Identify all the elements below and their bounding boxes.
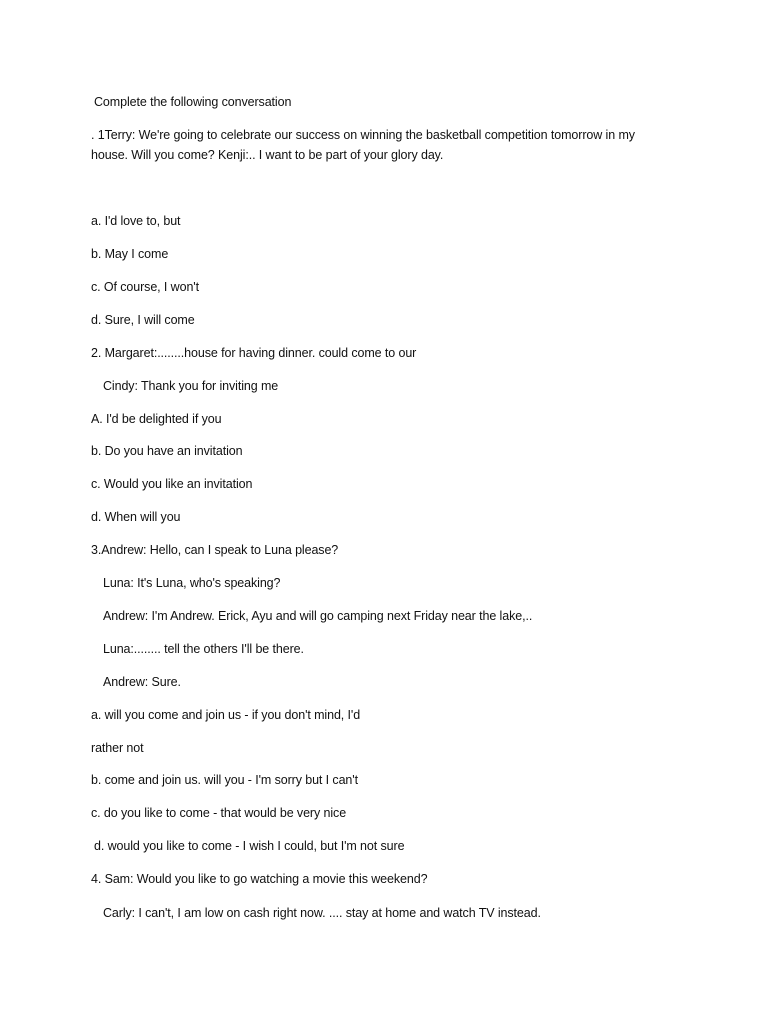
question-1-line-1: . 1Terry: We're going to celebrate our success on winning the basketball competition tomorrow in my	[91, 128, 635, 142]
q2-option-b: b. Do you have an invitation	[91, 444, 243, 458]
q2-option-d: d. When will you	[91, 510, 181, 524]
q2-option-c: c. Would you like an invitation	[91, 477, 253, 491]
q3-option-d: d. would you like to come - I wish I could, but I'm not sure	[94, 839, 405, 853]
question-2-line-1: 2. Margaret:........house for having dinner. could come to our	[91, 346, 417, 360]
q1-option-a: a. I'd love to, but	[91, 214, 181, 228]
document-heading: Complete the following conversation	[94, 95, 292, 109]
question-4-line-2: Carly: I can't, I am low on cash right now. .... stay at home and watch TV instead.	[103, 906, 541, 920]
q3-option-c: c. do you like to come - that would be very nice	[91, 806, 347, 820]
question-1-line-2: house. Will you come? Kenji:.. I want to be part of your glory day.	[91, 148, 444, 162]
q3-option-a-line-1: a. will you come and join us - if you don't mind, I'd	[91, 708, 361, 722]
question-4-line-1: 4. Sam: Would you like to go watching a movie this weekend?	[91, 872, 428, 886]
q1-option-c: c. Of course, I won't	[91, 280, 199, 294]
q3-option-a-line-2: rather not	[91, 741, 144, 755]
q1-option-d: d. Sure, I will come	[91, 313, 195, 327]
question-3-line-2: Luna: It's Luna, who's speaking?	[103, 576, 281, 590]
question-3-line-4: Luna:........ tell the others I'll be there.	[103, 642, 304, 656]
question-3-line-5: Andrew: Sure.	[103, 675, 181, 689]
question-3-line-3: Andrew: I'm Andrew. Erick, Ayu and will go camping next Friday near the lake,..	[103, 609, 533, 623]
q3-option-b: b. come and join us. will you - I'm sorry but I can't	[91, 773, 358, 787]
question-2-line-2: Cindy: Thank you for inviting me	[103, 379, 279, 393]
q2-option-a: A. I'd be delighted if you	[91, 412, 222, 426]
q1-option-b: b. May I come	[91, 247, 169, 261]
question-3-line-1: 3.Andrew: Hello, can I speak to Luna please?	[91, 543, 339, 557]
